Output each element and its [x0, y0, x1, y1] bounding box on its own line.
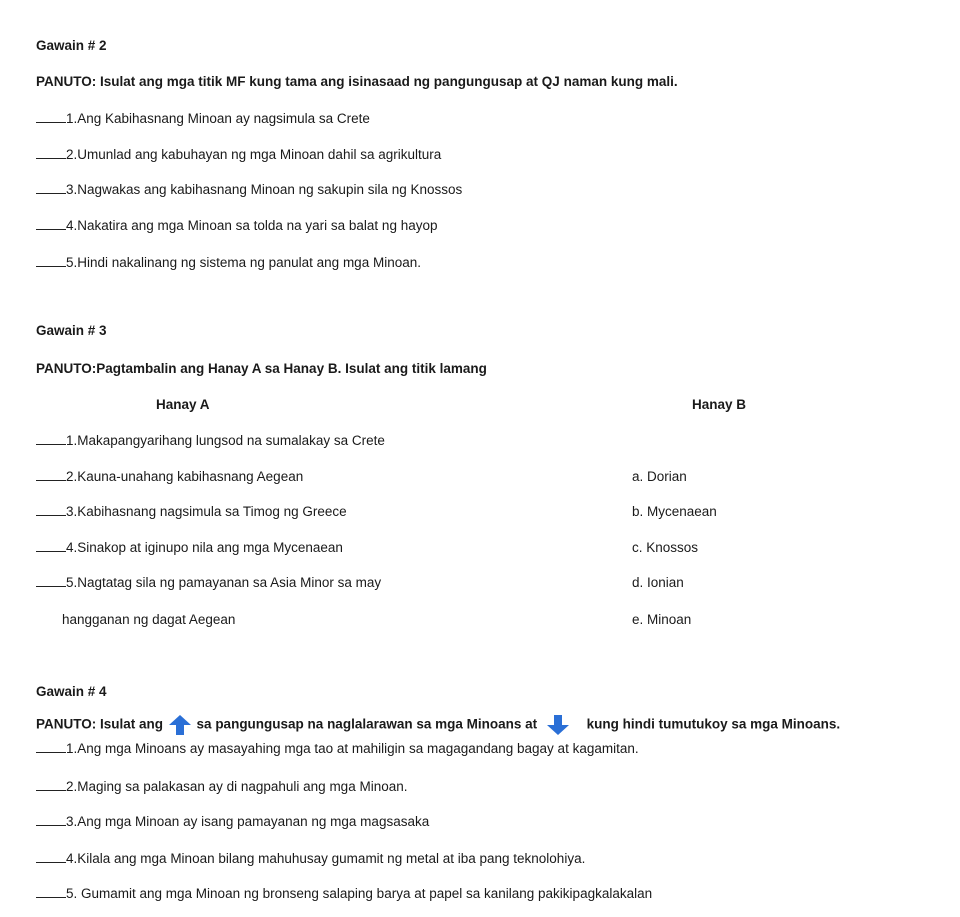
instruction-part: PANUTO: Isulat ang: [36, 716, 164, 732]
answer-blank[interactable]: [36, 741, 66, 753]
item-text: 5. Gumamit ang mga Minoan ng bronseng salaping barya at papel sa kanilang pakikipagkalakalan: [66, 886, 653, 901]
item-text: 3.Nagwakas ang kabihasnang Minoan ng sakupin sila ng Knossos: [66, 182, 463, 197]
list-item: [36, 504, 347, 519]
list-item: [36, 814, 429, 829]
instruction-part: sa pangungusap na naglalarawan sa mga Minoans at: [196, 716, 538, 732]
answer-blank[interactable]: [36, 851, 66, 863]
item-text: 4.Nakatira ang mga Minoan sa tolda na yari sa balat ng hayop: [66, 218, 438, 233]
answer-blank[interactable]: [36, 218, 66, 230]
column-a-header: Hanay A: [156, 397, 210, 412]
instruction-part: kung hindi tumutukoy sa mga Minoans.: [586, 716, 841, 732]
answer-blank[interactable]: [36, 255, 66, 267]
list-item: [36, 741, 639, 756]
list-item: [36, 433, 385, 448]
item-text: 3.Ang mga Minoan ay isang pamayanan ng mga magsasaka: [66, 814, 430, 829]
list-item: [36, 851, 585, 866]
item-text: 2.Kauna-unahang kabihasnang Aegean: [66, 469, 304, 484]
item-text: 4.Sinakop at iginupo nila ang mga Mycenaean: [66, 540, 343, 555]
item-text: 2.Maging sa palakasan ay di nagpahuli ang mga Minoan.: [66, 779, 408, 794]
item-text: 1.Ang Kabihasnang Minoan ay nagsimula sa Crete: [66, 111, 370, 126]
answer-blank[interactable]: [36, 147, 66, 159]
choice-item: d. Ionian: [632, 575, 684, 590]
list-item: [36, 886, 652, 901]
list-item: [36, 575, 381, 590]
gawain-3-title: Gawain # 3: [36, 323, 107, 338]
answer-blank[interactable]: [36, 504, 66, 516]
up-arrow-icon: [169, 715, 191, 735]
list-item: [36, 255, 421, 270]
choice-item: c. Knossos: [632, 540, 699, 555]
list-item: [36, 540, 343, 555]
choice-item: a. Dorian: [632, 469, 687, 484]
item-continuation: hangganan ng dagat Aegean: [62, 612, 236, 627]
answer-blank[interactable]: [36, 575, 66, 587]
gawain-2-instruction: PANUTO: Isulat ang mga titik MF kung tama ang isinasaad ng pangungusap at QJ naman kung mali.: [36, 74, 678, 89]
item-text: 2.Umunlad ang kabuhayan ng mga Minoan dahil sa agrikultura: [66, 147, 442, 162]
list-item: [36, 469, 303, 484]
item-text: 3.Kabihasnang nagsimula sa Timog ng Greece: [66, 504, 347, 519]
choice-item: b. Mycenaean: [632, 504, 717, 519]
answer-blank[interactable]: [36, 469, 66, 481]
item-text: 4.Kilala ang mga Minoan bilang mahuhusay gumamit ng metal at iba pang teknolohiya.: [66, 851, 586, 866]
item-text: 5.Nagtatag sila ng pamayanan sa Asia Minor sa may: [66, 575, 382, 590]
item-text: 5.Hindi nakalinang ng sistema ng panulat ang mga Minoan.: [66, 255, 421, 270]
list-item: [36, 111, 370, 126]
answer-blank[interactable]: [36, 540, 66, 552]
item-text: 1.Ang mga Minoans ay masayahing mga tao at mahiligin sa magagandang bagay at kagamitan.: [66, 741, 639, 756]
choice-item: e. Minoan: [632, 612, 692, 627]
list-item: [36, 218, 437, 233]
list-item: [36, 182, 462, 197]
answer-blank[interactable]: [36, 433, 66, 445]
column-b-header: Hanay B: [692, 397, 747, 412]
list-item: [36, 147, 441, 162]
gawain-2-title: Gawain # 2: [36, 38, 107, 53]
answer-blank[interactable]: [36, 182, 66, 194]
answer-blank[interactable]: [36, 886, 66, 898]
gawain-4-title: Gawain # 4: [36, 684, 107, 699]
gawain-4-instruction: [36, 715, 840, 735]
list-item: [36, 779, 407, 794]
down-arrow-icon: [547, 715, 569, 735]
gawain-3-instruction: PANUTO:Pagtambalin ang Hanay A sa Hanay B. Isulat ang titik lamang: [36, 361, 487, 376]
answer-blank[interactable]: [36, 814, 66, 826]
item-text: 1.Makapangyarihang lungsod na sumalakay sa Crete: [66, 433, 385, 448]
answer-blank[interactable]: [36, 779, 66, 791]
answer-blank[interactable]: [36, 111, 66, 123]
